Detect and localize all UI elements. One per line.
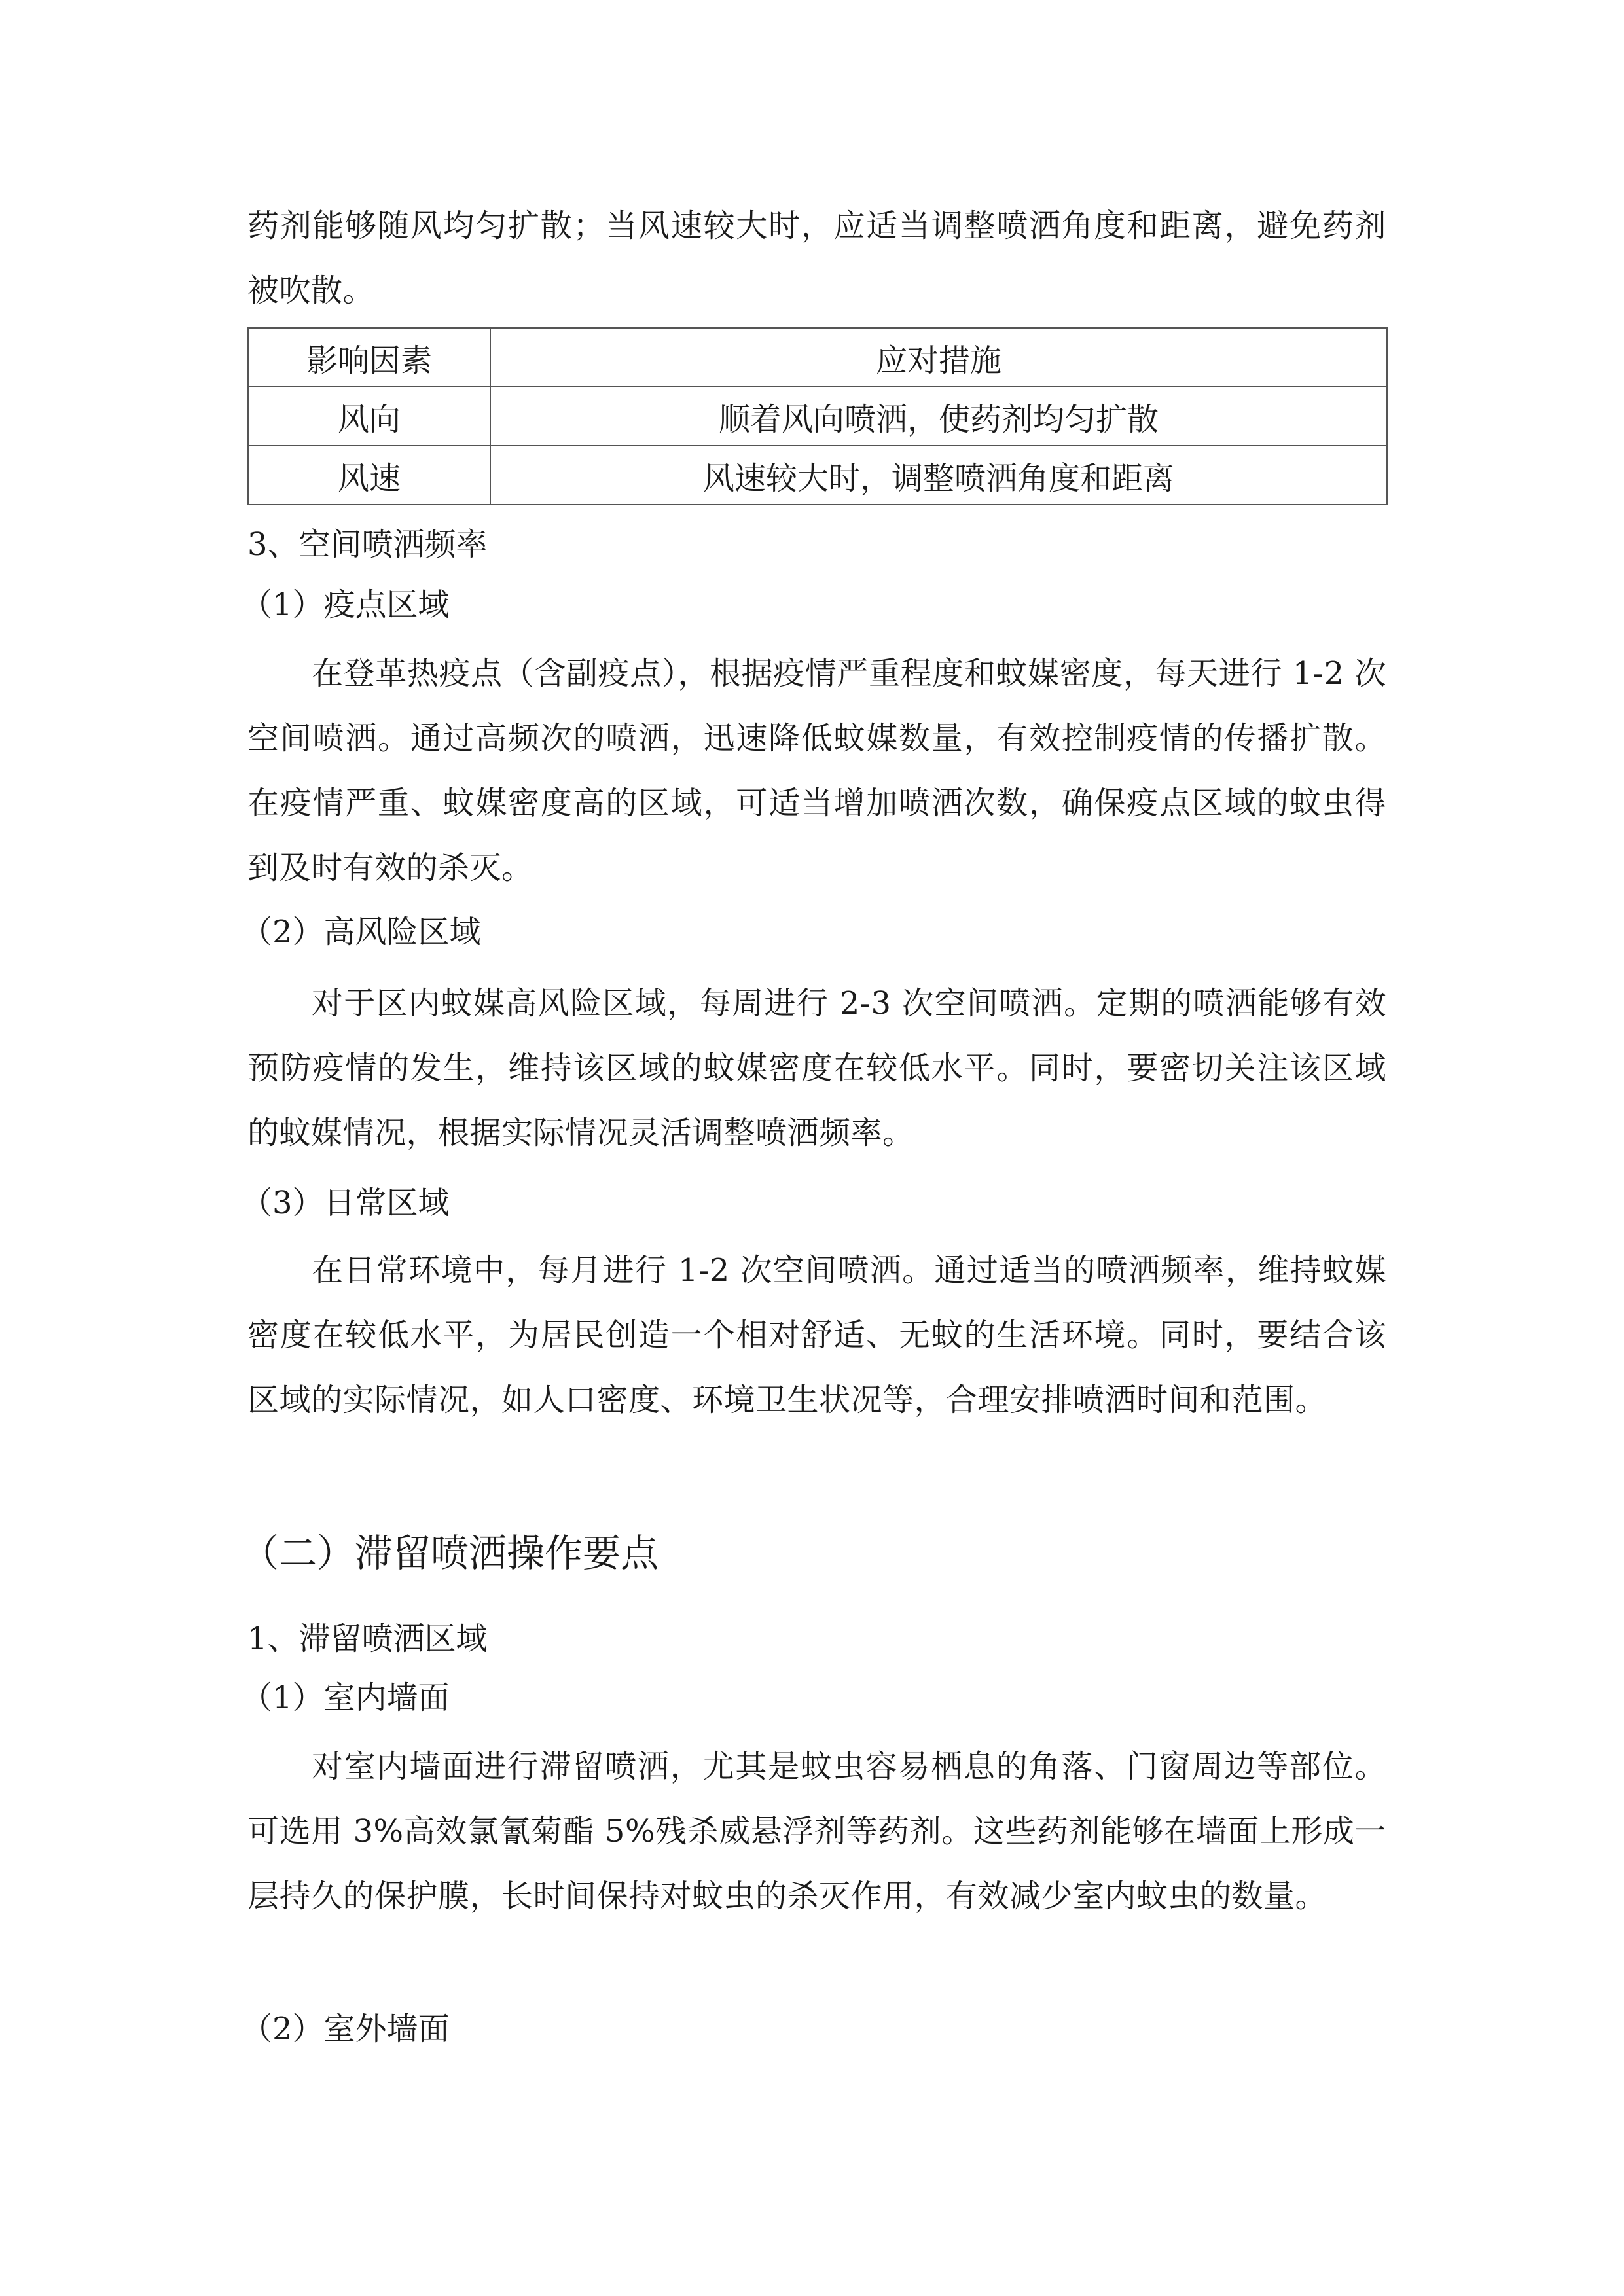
indoor-wall-text: 对室内墙面进行滞留喷洒，尤其是蚊虫容易栖息的角落、门窗周边等部位。可选用 3%高效氯氰菊酯 5%残杀威悬浮剂等药剂。这些药剂能够在墙面上形成一层持久的保护膜，长时间保持对蚊虫的杀灭作用，有效减少室内蚊虫的数量。	[247, 1748, 1386, 1914]
table-header-row	[248, 328, 1387, 387]
indoor-wall-heading: （1）室内墙面	[241, 1679, 450, 1716]
high-risk-area-text: 对于区内蚊媒高风险区域，每周进行 2-3 次空间喷洒。定期的喷洒能够有效预防疫情的发生，维持该区域的蚊媒密度在较低水平。同时，要密切关注该区域的蚊媒情况，根据实际情况灵活调整喷洒频率。	[247, 985, 1386, 1151]
factor-table	[247, 327, 1388, 505]
table-cell: 风向	[248, 387, 490, 446]
residual-area-heading: 1、滞留喷洒区域	[247, 1621, 488, 1657]
epidemic-area-heading: （1）疫点区域	[241, 586, 450, 623]
table-header-cell: 应对措施	[490, 328, 1387, 387]
table-row	[248, 446, 1387, 505]
daily-area-text: 在日常环境中，每月进行 1-2 次空间喷洒。通过适当的喷洒频率，维持蚊媒密度在较低水平，为居民创造一个相对舒适、无蚊的生活环境。同时，要结合该区域的实际情况，如人口密度、环境卫生状况等，合理安排喷洒时间和范围。	[247, 1252, 1386, 1418]
epidemic-area-text: 在登革热疫点（含副疫点），根据疫情严重程度和蚊媒密度，每天进行 1-2 次空间喷洒。通过高频次的喷洒，迅速降低蚊媒数量，有效控制疫情的传播扩散。在疫情严重、蚊媒密度高的区域，可适当增加喷洒次数，确保疫点区域的蚊虫得到及时有效的杀灭。	[247, 655, 1386, 886]
table-row	[248, 387, 1387, 446]
high-risk-area-heading: （2）高风险区域	[241, 914, 481, 950]
residual-section-title: （二）滞留喷洒操作要点	[241, 1531, 659, 1575]
table-cell: 风速	[248, 446, 490, 505]
outdoor-wall-heading: （2）室外墙面	[241, 2011, 450, 2047]
frequency-heading: 3、空间喷洒频率	[247, 526, 488, 563]
table-header-cell: 影响因素	[248, 328, 490, 387]
daily-area-heading: （3）日常区域	[241, 1185, 450, 1221]
intro-paragraph: 药剂能够随风均匀扩散；当风速较大时，应适当调整喷洒角度和距离，避免药剂被吹散。	[247, 207, 1386, 309]
table-cell: 顺着风向喷洒，使药剂均匀扩散	[490, 387, 1387, 446]
table-cell: 风速较大时，调整喷洒角度和距离	[490, 446, 1387, 505]
